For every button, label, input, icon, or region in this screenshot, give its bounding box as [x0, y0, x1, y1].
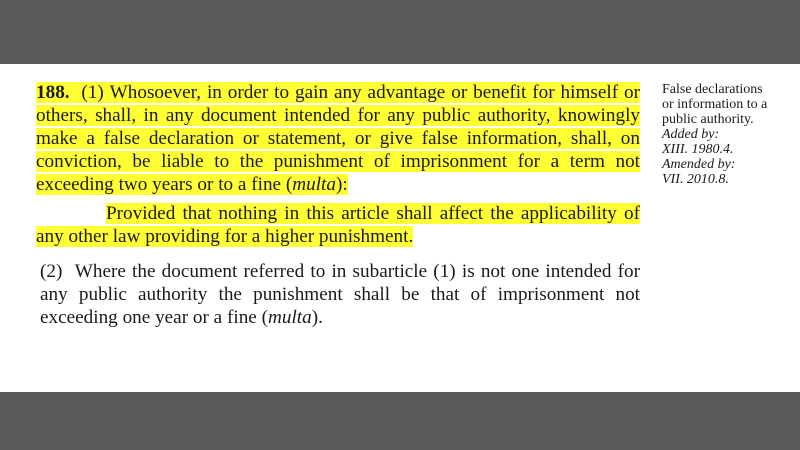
added-by-ref: XIII. 1980.4.: [662, 142, 734, 157]
article-subarticle-2: [40, 260, 640, 329]
proviso-text: Provided that nothing in this article shall affect the applicability of any other law providing for a higher punishment.: [36, 203, 640, 247]
margin-heading-line-1: False declarations: [662, 82, 763, 97]
subarticle-2-text-end: ).: [311, 307, 323, 328]
subarticle-marker-2: (2): [40, 261, 63, 282]
article-body: [36, 81, 640, 329]
multa-term-2: multa: [268, 307, 312, 328]
amended-by-label: Amended by:: [662, 157, 736, 172]
article-subarticle-1: [36, 81, 640, 196]
margin-note: [662, 82, 792, 187]
margin-heading-line-3: public authority.: [662, 112, 754, 127]
subarticle-1-text: Whosoever, in order to gain any advantage or benefit for himself or others, shall, in any document intended for any public authority, knowingly make a false declaration or statement, or give false information, shall, on conviction, be liable to the punishment of imprisonment for a term not exceeding two years or to a fine (: [36, 82, 641, 195]
top-frame-bar: [0, 0, 800, 64]
added-by-label: Added by:: [662, 127, 720, 142]
multa-term: multa: [292, 174, 336, 195]
amended-by-ref: VII. 2010.8.: [662, 172, 729, 187]
document-page: [0, 64, 800, 392]
highlighted-text-1: [36, 82, 640, 195]
article-number: 188.: [36, 82, 70, 103]
article-proviso: [36, 202, 640, 248]
subarticle-marker-1: (1): [81, 82, 104, 103]
subarticle-1-text-end: ):: [335, 174, 348, 195]
margin-heading-line-2: or information to a: [662, 97, 768, 112]
subarticle-2-text: Where the document referred to in subarticle (1) is not one intended for any public authority the punishment shall be that of imprisonment not exceeding one year or a fine (: [40, 261, 641, 328]
bottom-frame-bar: [0, 392, 800, 450]
